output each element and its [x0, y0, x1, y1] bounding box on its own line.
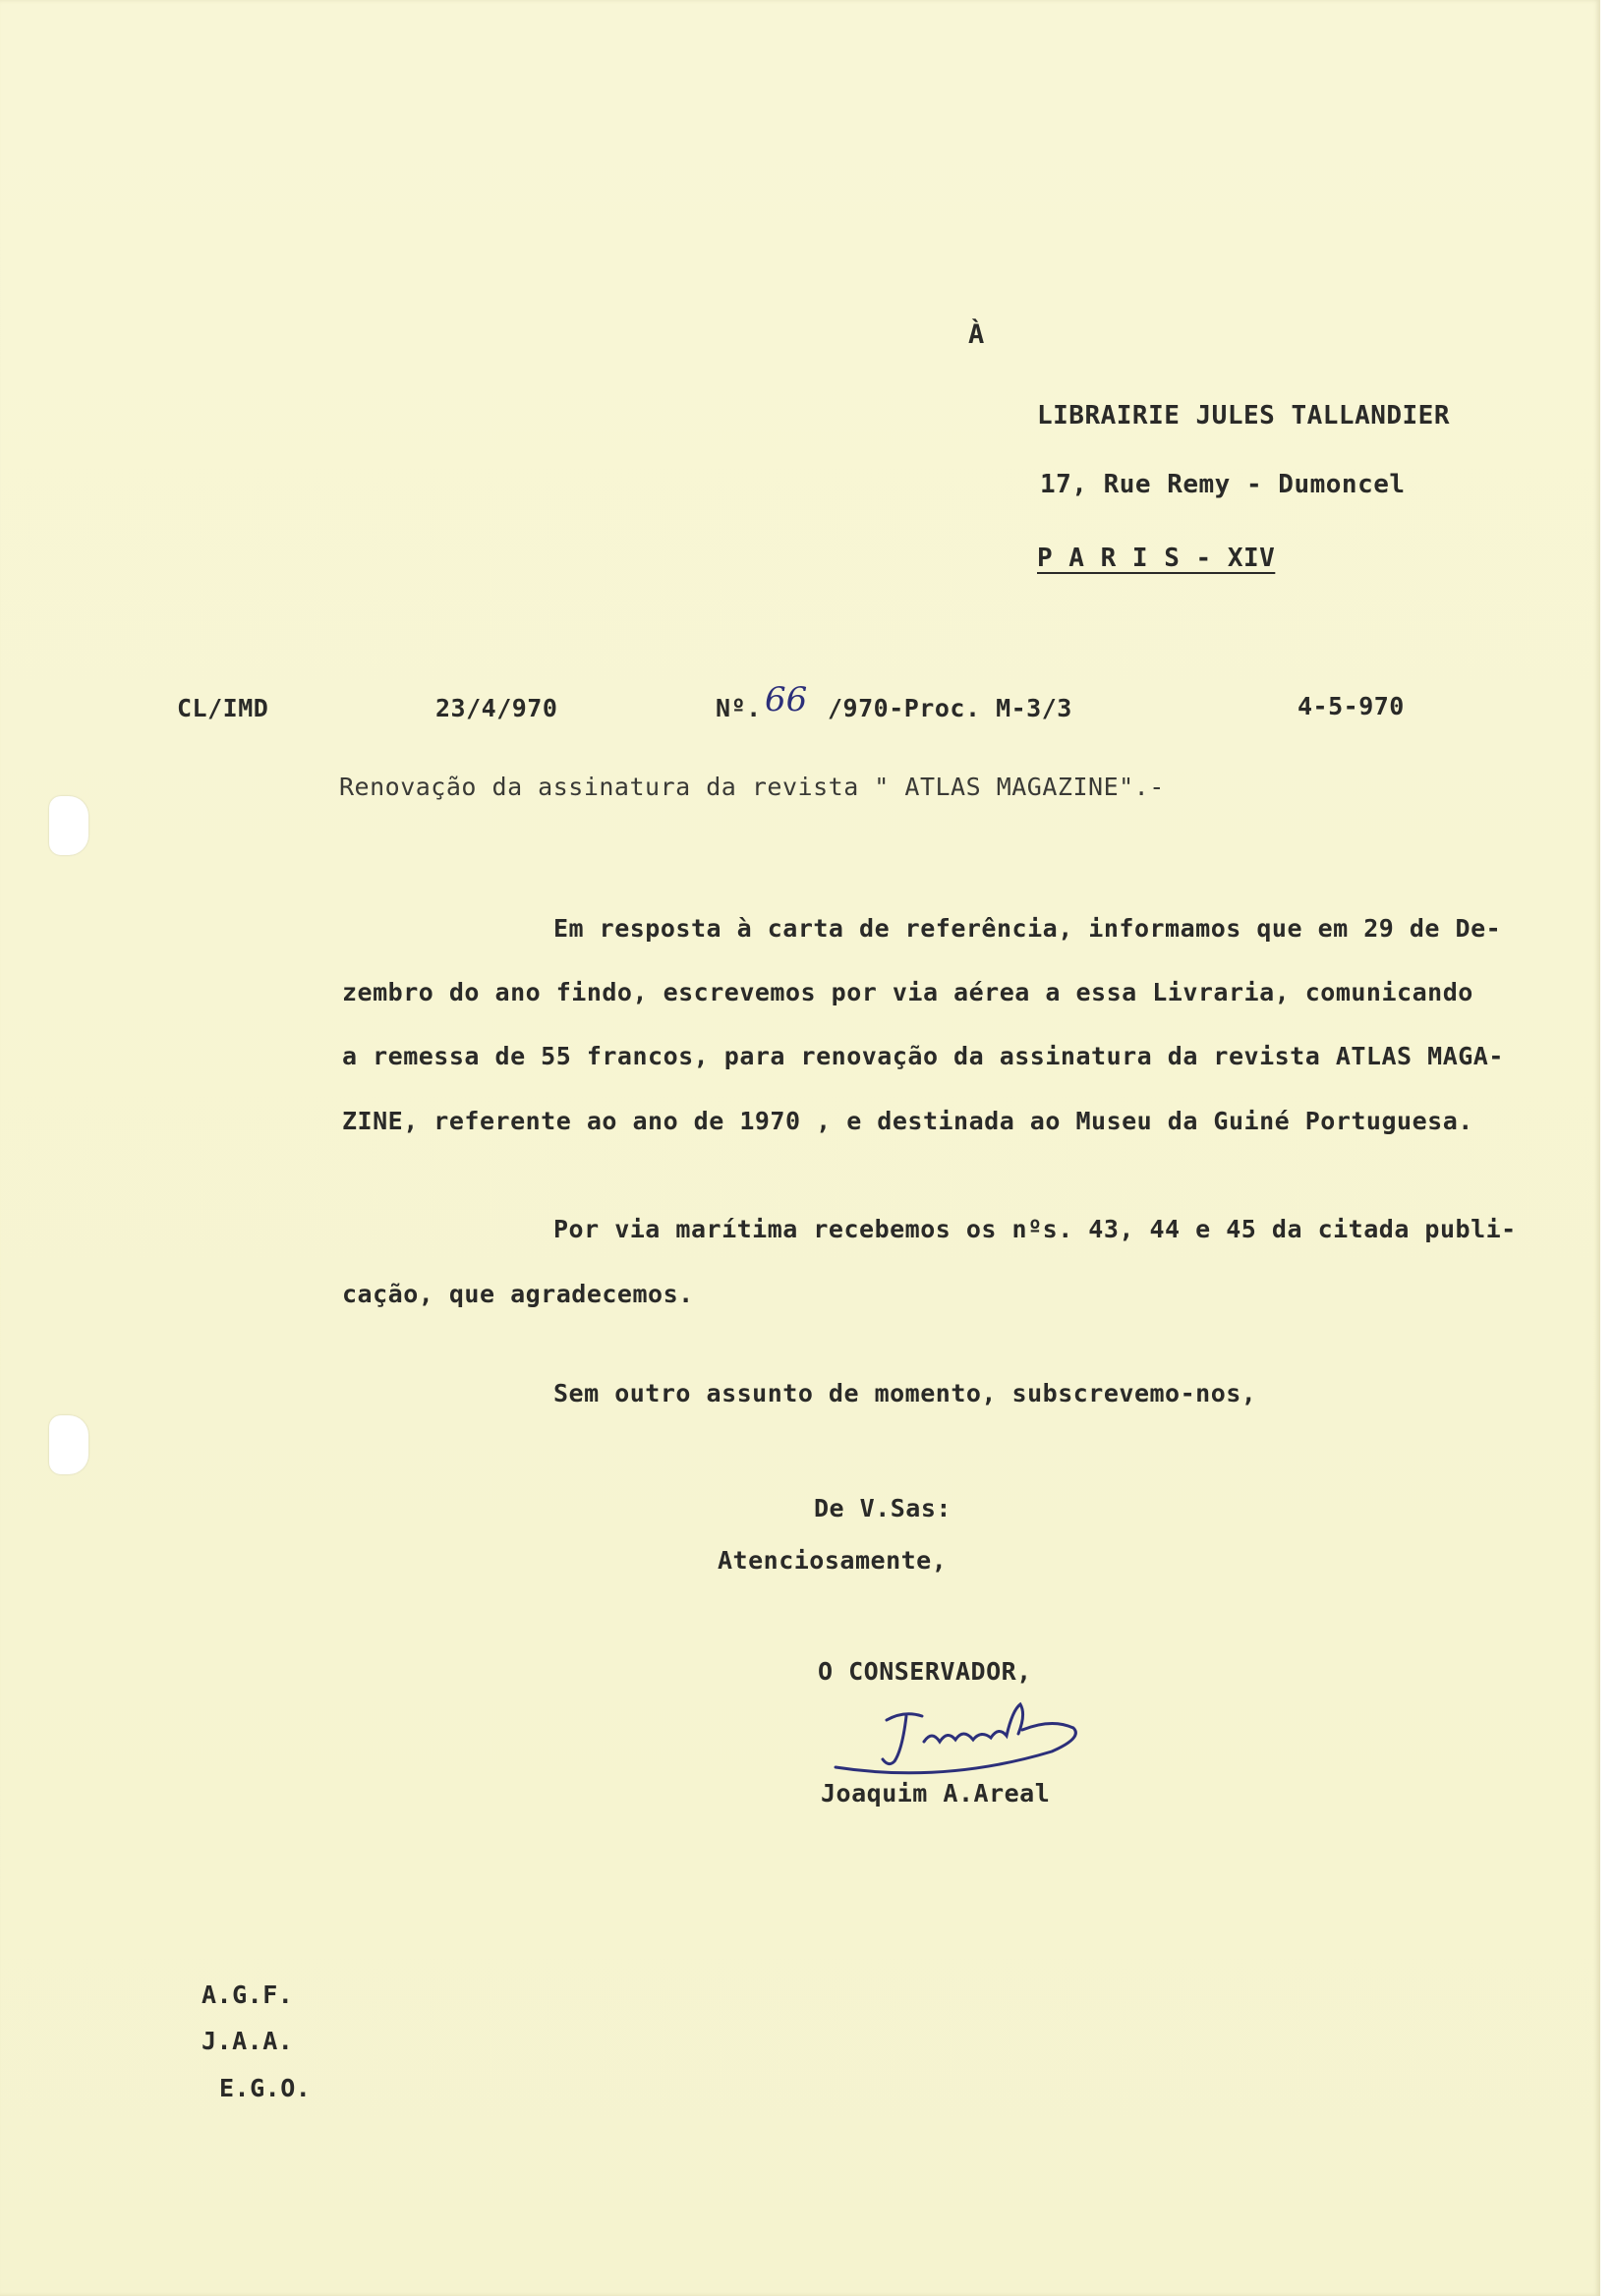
addressee-prefix: À: [968, 319, 985, 350]
reference-number-suffix: /970-Proc. M-3/3: [828, 694, 1072, 722]
body-p1-line-2: zembro do ano findo, escrevemos por via aérea a essa Livraria, comunicando: [342, 978, 1473, 1006]
reference-number-prefix: Nº.: [716, 694, 762, 722]
body-p3: Sem outro assunto de momento, subscrevemo-nos,: [553, 1379, 1257, 1407]
signer-name: Joaquim A.Areal: [821, 1779, 1051, 1808]
body-p2-line-2: cação, que agradecemos.: [342, 1280, 694, 1308]
addressee-name: LIBRAIRIE JULES TALLANDIER: [1037, 401, 1450, 430]
closing-salutation: De V.Sas:: [814, 1494, 952, 1522]
punch-hole-top: [49, 796, 88, 855]
reference-code: CL/IMD: [177, 694, 269, 722]
signature-scribble: [826, 1691, 1101, 1784]
punch-hole-bottom: [49, 1415, 88, 1474]
body-p2-line-1: Por via marítima recebemos os nºs. 43, 44 e 45 da citada publi-: [553, 1215, 1517, 1243]
addressee-street: 17, Rue Remy - Dumoncel: [1040, 470, 1406, 499]
subject-line: Renovação da assinatura da revista " ATLAS MAGAZINE".-: [339, 773, 1165, 801]
signatory-title: O CONSERVADOR,: [818, 1657, 1032, 1686]
reference-number-handwritten: 66: [765, 680, 808, 719]
scan-margin: [1600, 0, 1615, 2296]
body-p1-line-3: a remessa de 55 francos, para renovação da assinatura da revista ATLAS MAGA-: [342, 1042, 1504, 1070]
reference-their-date: 23/4/970: [435, 694, 558, 722]
addressee-city: P A R I S - XIV: [1037, 544, 1276, 573]
copy-initials-1: A.G.F.: [202, 1980, 294, 2009]
copy-initials-3: E.G.O.: [219, 2074, 312, 2102]
body-p1-line-4: ZINE, referente ao ano de 1970 , e destinada ao Museu da Guiné Portuguesa.: [342, 1107, 1473, 1135]
copy-initials-2: J.A.A.: [202, 2027, 294, 2055]
closing-regards: Atenciosamente,: [718, 1546, 948, 1575]
reference-date: 4-5-970: [1298, 692, 1405, 720]
body-p1-line-1: Em resposta à carta de referência, informamos que em 29 de De-: [553, 914, 1502, 943]
